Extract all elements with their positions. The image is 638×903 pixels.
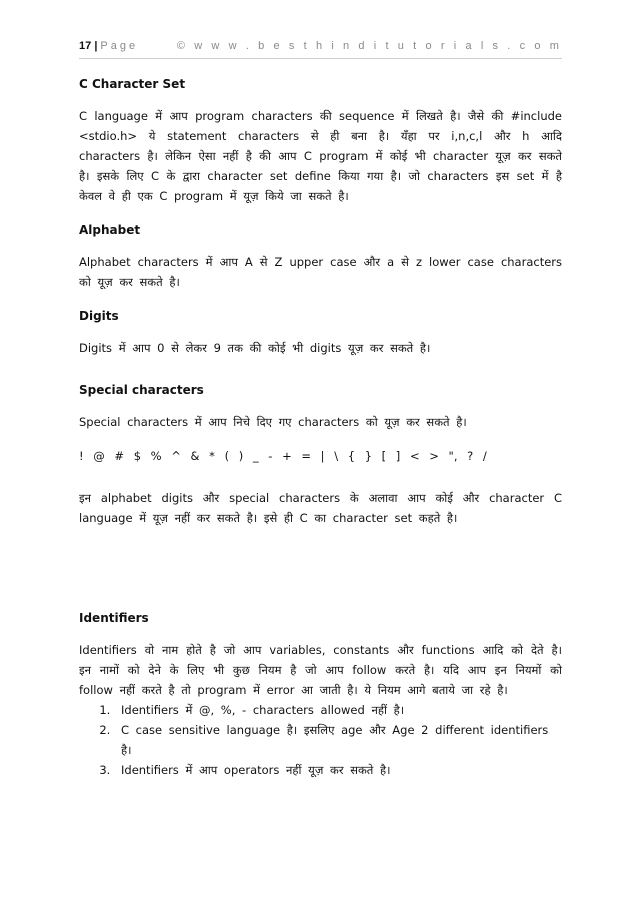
page-separator: |	[94, 40, 98, 52]
special-symbols-list: ! @ # $ % ^ & * ( ) _ - + = | \ { } [ ] < > ", ? /	[79, 449, 487, 463]
page-number-label	[79, 40, 138, 52]
paragraph-digits: Digits में आप 0 से लेकर 9 तक की कोई भी digits यूज़ कर सकते है।	[79, 341, 431, 355]
heading-identifiers: Identifiers	[79, 611, 149, 625]
page-header	[79, 38, 562, 59]
heading-character-set: C Character Set	[79, 77, 186, 91]
paragraph-character-set-summary: इन alphabet digits और special characters के अलावा आप कोई और character C language में यूज़ नहीं कर सकते है। इसे ही C का character set कहते है।	[79, 491, 562, 525]
list-item: 2. C case sensitive language है। इसलिए age और Age 2 different identifiers है।	[117, 720, 562, 760]
page-word: Page	[100, 40, 139, 52]
paragraph-alphabet: Alphabet characters में आप A से Z upper case और a से z lower case characters को यूज़ कर सकते है।	[79, 255, 562, 289]
identifier-rules-list	[79, 700, 562, 780]
heading-special-characters: Special characters	[79, 383, 204, 397]
paragraph-character-set: C language में आप program characters की sequence में लिखते है। जैसे की #include <stdio.h> ये statement characters से ही बना है। यँहा पर i,n,c,l और h आदि characters है। लेकिन ऐसा नहीं है की आप C program में कोई भी character यूज़ कर सकते है। इसके लिए C के द्वारा character set define किया गया है। जो characters इस set में है केवल वे ही एक C program में यूज़ किये जा सकते है।	[79, 109, 562, 203]
list-item: 3. Identifiers में आप operators नहीं यूज़ कर सकते है।	[117, 760, 562, 780]
page-number: 17	[79, 40, 92, 52]
site-credit: © w w w . b e s t h i n d i t u t o r i a l s . c o m	[176, 40, 562, 52]
paragraph-identifiers: Identifiers वो नाम होते है जो आप variables, constants और functions आदि को देते है। इन नामों को देने के लिए भी कुछ नियम है जो आप follow करते है। यदि आप इन नियमों को follow नहीं करते है तो program में error आ जाती है। ये नियम आगे बताये जा रहे है।	[79, 643, 562, 697]
list-item: 1. Identifiers में @, %, - characters allowed नहीं है।	[117, 700, 562, 720]
heading-digits: Digits	[79, 309, 119, 323]
document-body	[79, 74, 562, 780]
heading-alphabet: Alphabet	[79, 223, 141, 237]
paragraph-special-characters: Special characters में आप निचे दिए गए characters को यूज़ कर सकते है।	[79, 415, 467, 429]
